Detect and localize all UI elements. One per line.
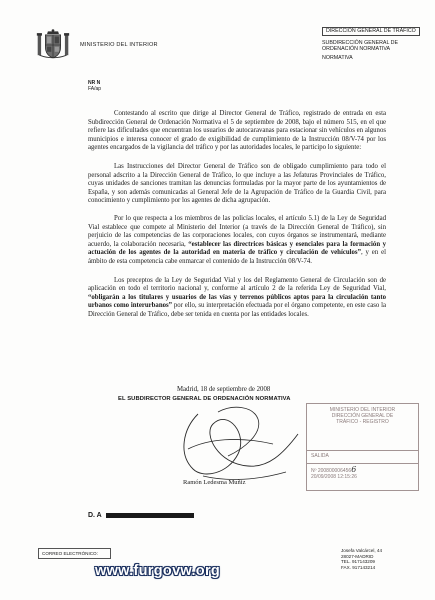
issuing-department — [322, 27, 422, 61]
signer-name: Ramón Ledesma Muñiz — [183, 479, 246, 486]
email-label-box: CORREO ELECTRÓNICO: — [38, 548, 111, 559]
subdirectorate-line-2: ORDENACIÓN NORMATIVA — [322, 46, 391, 53]
stamp-header — [306, 403, 419, 451]
paragraph-3-text-c: , y en el ámbito de esta competencia cabe enmarcar el contenido de la Instrucción 08/V-74. — [88, 249, 386, 265]
directorate-label: DIRECCIÓN GENERAL DE TRÁFICO — [322, 27, 420, 36]
subdirectorate-line-1: SUBDIRECCIÓN GENERAL DE — [322, 39, 399, 46]
address-line-4: FAX. 917143214 — [341, 564, 376, 570]
paragraph-3 — [88, 215, 386, 267]
paragraph-4-text-c: por ello, su interpretación efectuada por el órgano competente, en este caso la Dirección General de Tráfico, debe ser tenida en cuenta por las entidades locales. — [88, 302, 386, 318]
reference-initials: FA/ap — [88, 86, 102, 92]
registry-stamp — [306, 403, 419, 499]
letter-body — [88, 110, 386, 329]
unit-label: NORMATIVA — [322, 54, 353, 61]
stamp-number: Nº 200800006456 — [311, 468, 352, 474]
address-line-1: Josefa Valcárcel, 44 — [341, 548, 383, 553]
redaction-bar — [106, 513, 194, 518]
ministry-name: MINISTERIO DEL INTERIOR — [80, 42, 158, 48]
stamp-handwritten-digit: 6 — [351, 465, 357, 474]
paragraph-2: Las Instrucciones del Director General de Tráfico son de obligado cumplimiento para todo el personal adscrito a la Dirección General de Tráfico, lo que incluye a las Jefaturas Provinciales de Tráfico, cuyas unidades de sanciones tramitan las denuncias formuladas por la mayor parte de los ayuntamientos de España, y son además comunicadas al General Jefe de la Agrupación de Tráfico de la Guardia Civil, para conocimiento y cumplimiento por los agentes de dicha agrupación. — [88, 162, 386, 205]
coat-of-arms-icon — [36, 28, 70, 62]
recipient-prefix: D. A — [88, 512, 102, 519]
reference-block — [88, 80, 101, 92]
recipient — [88, 512, 194, 519]
stamp-salida: SALIDA — [306, 451, 419, 464]
paragraph-1: Contestando al escrito que dirige al Director General de Tráfico, registrado de entrada en esta Subdirección General de Ordenación Normativa el 5 de septiembre de 2008, bajo el número 515, en el que refiere las dificultades que encuentran los usuarios de autocaravanas para estacionar sin vehículos en algunos municipios e interesa conocer el grado de exigibilidad de cumplimiento de la Instrucción 08/V-74 por los agentes encargados de la vigilancia del tráfico y por las autoridades locales, le participo lo siguiente: — [88, 110, 386, 152]
address-line-2: 28027-MADRID — [341, 553, 374, 559]
paragraph-3-quote: “establecer las directrices básicas y esenciales para la formación y actuación de los agentes de la autoridad en materia de tráfico y circulación de vehículos” — [88, 240, 386, 257]
place-and-date: Madrid, 18 de septiembre de 2008 — [177, 386, 271, 393]
stamp-line-3: TRÁFICO - REGISTRO — [336, 419, 389, 425]
stamp-number-box — [306, 464, 419, 491]
paragraph-4-quote: “obligarán a los titulares y usuarios de las vías y terrenos públicos aptos para la circulación tanto urbanos como interurbanos” — [88, 293, 386, 310]
address-line-3: TEL. 917143209 — [341, 559, 375, 565]
footer-address — [341, 548, 382, 570]
paragraph-4-text-a: Los preceptos de la Ley de Seguridad Vial y los del Reglamento General de Circulación son de aplicación en todo el territorio nacional y, conforme al artículo 2 de la referida Ley de Seguridad Vial, — [88, 276, 386, 293]
handwritten-signature — [158, 394, 308, 486]
stamp-line-2: DIRECCIÓN GENERAL DE — [331, 413, 394, 419]
site-watermark: www.furgovw.org — [95, 563, 221, 579]
stamp-datetime: 20/09/2008 12:15:26 — [311, 474, 357, 480]
paragraph-4 — [88, 277, 386, 320]
signer-title: EL SUBDIRECTOR GENERAL DE ORDENACIÓN NORMATIVA — [118, 396, 291, 402]
paragraph-3-text-a: Por lo que respecta a los miembros de las policías locales, el artículo 5.1) de la Ley de Seguridad Vial establece que compete al Ministerio del Interior (a través de la Dirección General de Tráfico), sin perjuicio de las competencias de las corporaciones locales, con cuyos órganos se instrumentará, mediante acuerdo, la colaboración necesaria, — [88, 214, 386, 248]
stamp-line-1: MINISTERIO DEL INTERIOR — [329, 407, 396, 413]
reference-code: NR N — [88, 80, 101, 86]
